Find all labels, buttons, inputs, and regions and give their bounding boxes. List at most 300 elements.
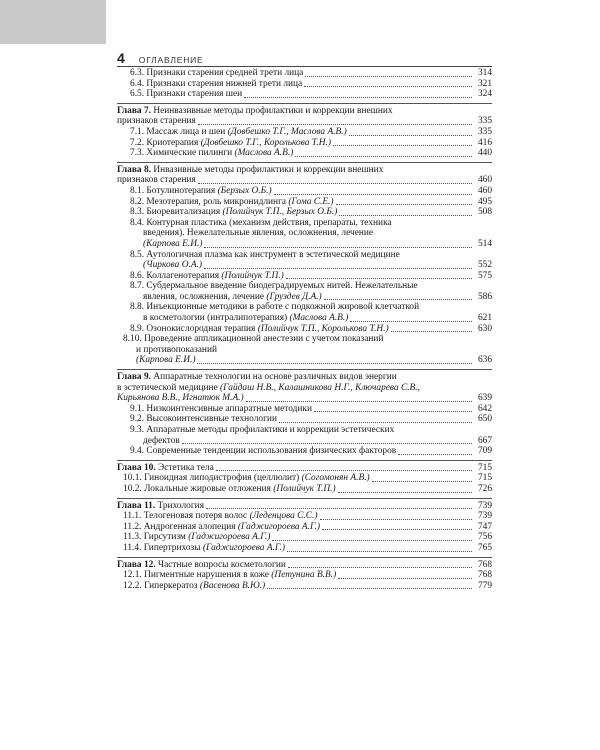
section-heading [130,79,302,90]
section-title: Признаки старения нижней трети лица [146,78,303,89]
chapter-title-line2: в эстетической медицине [117,382,218,393]
chapter-rule [117,557,492,558]
section-number: 7.1. [130,126,145,137]
toc-line [117,239,492,250]
leader-dots [391,331,472,332]
section-title: Мезотерапия, роль микронидлинга [146,196,287,207]
page-ref: 324 [477,89,492,100]
section-title: Аппаратные методы профилактики и коррекции эстетических [146,425,395,435]
toc-section [117,302,492,323]
header-rule [117,66,492,67]
page-ref: 621 [477,313,492,324]
toc-line [117,175,492,186]
toc-section [117,446,492,457]
chapter-rule [117,162,492,163]
toc-line [117,138,492,149]
chapter-title: Трихология [157,500,205,511]
leader-dots [314,411,472,412]
section-title: Телогеновая потеря волос [143,511,248,522]
author-names: (Гаджигороева А.Г.) [237,521,321,532]
author-names: (Чиркова О.А.) [143,260,203,271]
page-ref: 739 [477,511,492,522]
toc-line [117,473,492,484]
section-title-line2: явления, осложнения, лечение [143,291,265,302]
leader-dots [244,97,472,98]
section-heading [130,281,418,291]
section-heading [123,581,265,592]
author-names: (Гаджигороева А.Г.) [188,532,271,543]
section-number: 8.10. [123,334,142,345]
author-names: (Согомонян А.В.) [301,473,370,484]
section-number: 8.3. [130,207,145,218]
toc-line [117,218,492,229]
section-title-line2: дефектов [143,435,180,446]
author-names: (Берзых О.Б.) [217,185,272,196]
page-ref: 335 [477,126,492,137]
section-title: Ботулинотерапия [146,185,216,196]
section-title: Озонокислородная терапия [146,323,256,334]
chapter-label: Глава 9. [117,372,151,383]
page-ref: 335 [477,116,492,127]
section-heading [130,186,272,197]
toc-line [117,228,492,239]
section-number: 8.1. [130,185,145,196]
toc-line [117,511,492,522]
leader-dots [286,278,472,279]
section-title: Контурная пластика (механизм действия, препараты, техника [146,217,392,228]
toc-section [117,218,492,250]
section-number: 10.2. [123,483,142,494]
chapter-heading [117,372,397,382]
toc-section [117,581,492,592]
toc-section [117,281,492,302]
chapter-title-cont [117,175,196,186]
section-heading [130,207,337,218]
leader-dots [287,551,472,552]
leader-dots [339,215,472,216]
page-ref: 715 [477,462,492,473]
running-header [117,50,204,66]
page-ref: 639 [477,393,492,404]
author-names: (Карпова Е.И.) [143,238,203,249]
toc-line [117,446,492,457]
page-ref: 495 [477,196,492,207]
section-heading [123,570,336,581]
author-names: (Васенова В.Ю.) [199,580,266,591]
section-number: 9.1. [130,403,145,414]
toc-section [117,324,492,335]
page-ref: 586 [477,291,492,302]
section-number: 8.7. [130,281,145,292]
chapter-heading [117,501,204,512]
section-heading [130,271,284,282]
page-ref: 739 [477,500,492,511]
page-ref: 321 [477,78,492,89]
chapter-heading [117,165,383,175]
toc-section [117,250,492,271]
chapter-label: Глава 10. [117,462,156,473]
toc-line [117,436,492,447]
leader-dots [182,443,472,444]
header-title: ОГЛАВЛЕНИЕ [138,55,204,65]
toc-line [117,425,492,436]
chapter-label: Глава 7. [117,105,151,116]
chapter-label: Глава 11. [117,500,156,511]
leader-dots [288,567,472,568]
toc-section [117,334,492,366]
chapter-rule [117,103,492,104]
leader-dots [338,492,472,493]
page-ref: 575 [477,270,492,281]
toc-section [117,404,492,415]
page-ref: 440 [477,148,492,159]
chapter-title: Неинвазивные методы профилактики и коррекции внешних [153,105,393,116]
section-title: Коллагенотерапия [146,270,220,281]
page-ref: 636 [477,355,492,366]
section-heading [130,127,347,138]
chapter-label: Глава 8. [117,164,151,175]
table-of-contents [117,68,492,591]
section-title: Аутологичная плазма как инструмент в эстетической медицине [146,249,400,260]
section-title: Андрогенная алопеция [143,521,236,532]
section-title: Химические пилинги [146,148,233,159]
section-title: Гирсутизм [143,532,186,543]
chapter-title: Эстетика тела [158,462,214,473]
page-ref: 768 [477,559,492,570]
section-number: 9.3. [130,425,145,435]
toc-section [117,570,492,581]
page-ref: 650 [477,414,492,425]
section-number: 6.3. [130,68,145,78]
section-title-cont [143,313,348,324]
leader-dots [267,588,472,589]
toc-line [117,522,492,533]
toc-section [117,271,492,282]
leader-dots [372,481,472,482]
page-ref: 765 [477,542,492,553]
toc-line [117,570,492,581]
section-title-cont [143,436,180,447]
page-ref: 314 [477,68,492,78]
leader-dots [272,540,472,541]
chapter-title-cont [117,383,420,393]
section-heading [130,148,293,159]
section-heading [123,484,336,495]
leader-dots [305,76,472,77]
page-ref: 642 [477,403,492,414]
leader-dots [204,247,472,248]
section-title: Гипертрихозы [143,542,201,553]
toc-line [117,560,492,571]
chapter-title-line2: признаков старения [117,116,196,127]
page-ref: 715 [477,473,492,484]
toc-line [117,127,492,138]
section-title: Массаж лица и шеи [146,126,226,137]
page-ref: 552 [477,260,492,271]
chapter-heading [117,106,393,116]
toc-line [117,345,492,356]
section-heading [123,511,318,522]
author-names: Кирьянова В.В., Игнатюк М.А.) [117,393,244,404]
leader-dots [279,422,472,423]
section-number: 7.2. [130,137,145,148]
toc-section [117,511,492,522]
author-names: (Гайдаш Н.В., Калашникова Н.Г., Ключарева С.В., [220,382,420,393]
toc-section [117,79,492,90]
leader-dots [216,470,472,471]
chapter-rule [117,369,492,370]
toc-line [117,165,492,176]
section-number: 6.5. [130,89,145,100]
side-band-decoration [0,0,106,44]
toc-line [117,106,492,117]
toc-section [117,68,492,79]
page-ref: 779 [477,580,492,591]
section-title-cont [143,292,322,303]
section-number: 8.2. [130,196,145,207]
leader-dots [204,268,472,269]
author-names: (Гома С.Е.) [288,196,334,207]
leader-dots [304,86,472,87]
section-heading [130,324,389,335]
leader-dots [349,135,472,136]
author-names: (Полийчук Т.П.) [273,483,336,494]
section-title: Признаки старения средней трети лица [146,68,304,78]
section-number: 10.1. [123,473,142,484]
leader-dots [198,183,472,184]
leader-dots [274,194,472,195]
toc-line [117,250,492,261]
author-names: (Маслова А.В.) [234,148,294,159]
section-number: 8.9. [130,323,145,334]
section-number: 12.1. [123,570,142,581]
toc-line [117,334,492,345]
toc-line [117,68,492,79]
toc-section [117,207,492,218]
page-ref: 514 [477,238,492,249]
section-heading [130,425,394,435]
toc-section [117,148,492,159]
toc-line [117,292,492,303]
toc-line [117,260,492,271]
toc-line [117,324,492,335]
section-heading [130,218,392,228]
leader-dots [398,454,472,455]
toc-line [117,393,492,404]
section-number: 12.2. [123,580,142,591]
toc-line [117,532,492,543]
section-heading [123,532,270,543]
page-ref: 747 [477,521,492,532]
toc-line [117,313,492,324]
section-title: Гиноидная липодистрофия (целлюлит) [144,473,300,484]
toc-line [117,271,492,282]
toc-section [117,138,492,149]
leader-dots [322,529,472,530]
toc-chapter [117,560,492,571]
toc-chapter [117,106,492,127]
page-ref: 460 [477,175,492,186]
page-ref: 460 [477,185,492,196]
section-title-line2: введения). Нежелательные явления, осложнения, лечение [143,228,374,239]
section-number: 8.5. [130,249,145,260]
toc-line [117,383,492,394]
section-number: 7.3. [130,148,145,159]
toc-section [117,425,492,446]
toc-section [117,522,492,533]
section-number: 8.6. [130,270,145,281]
toc-section [117,473,492,484]
section-number: 9.4. [130,446,145,457]
section-title-line2: и противопоказаний [136,344,217,355]
page-ref: 768 [477,570,492,581]
leader-dots [246,401,472,402]
leader-dots [324,299,472,300]
section-number: 11.2. [123,521,142,532]
section-title: Низкоинтенсивные аппаратные методики [146,403,312,414]
page-ref: 756 [477,532,492,543]
toc-line [117,463,492,474]
page-ref: 667 [477,435,492,446]
section-title: Современные тенденции использования физических факторов [146,446,397,457]
leader-dots [333,145,472,146]
author-names: (Довбешко Т.Г., Королькова Т.Н.) [200,137,331,148]
author-names: (Петунина В.В.) [271,570,337,581]
author-names: (Довбешко Т.Г., Маслова А.В.) [227,126,347,137]
toc-line [117,79,492,90]
toc-section [117,414,492,425]
section-heading [123,522,320,533]
toc-section [117,186,492,197]
chapter-heading [117,463,214,474]
page-ref: 416 [477,137,492,148]
author-names: (Полийчук Т.П., Берзых О.Б.) [222,207,338,218]
section-number: 9.2. [130,414,145,425]
chapter-title-line2: признаков старения [117,175,196,186]
toc-line [117,501,492,512]
toc-line [117,302,492,313]
author-names: (Полийчук Т.П.) [221,270,284,281]
toc-chapter [117,501,492,512]
toc-chapter [117,372,492,404]
section-heading [123,473,370,484]
section-title: Признаки старения шеи [146,89,243,100]
section-title-cont [143,228,373,238]
page-ref: 726 [477,483,492,494]
toc-line [117,116,492,127]
toc-line [117,543,492,554]
section-heading [123,334,383,344]
toc-section [117,543,492,554]
section-heading [130,89,242,100]
page-number: 4 [117,50,125,66]
toc-line [117,414,492,425]
section-title: Пигментные нарушения в коже [144,570,269,581]
section-number: 11.3. [123,532,142,543]
section-title-cont [136,345,217,355]
toc-line [117,197,492,208]
toc-chapter [117,463,492,474]
section-heading [130,138,331,149]
author-names: (Маслова А.В.) [289,313,349,324]
section-heading [123,543,285,554]
page-ref: 630 [477,323,492,334]
author-names: (Леденцова С.С.) [249,511,318,522]
toc-section [117,89,492,100]
section-number: 8.4. [130,217,145,228]
leader-dots [320,519,473,520]
author-names: (Груздев Д.А.) [266,291,322,302]
toc-line [117,484,492,495]
toc-line [117,89,492,100]
section-number: 11.1. [123,511,142,522]
section-number: 8.8. [130,302,145,313]
section-title: Инъекционные методики в работе с подкожной жировой клетчаткой [146,302,420,313]
toc-chapter [117,165,492,186]
section-heading [130,197,334,208]
section-number: 11.4. [123,542,142,553]
leader-dots [197,363,472,364]
toc-line [117,372,492,383]
section-title: Высокоинтенсивные технологии [146,414,277,425]
leader-dots [295,156,472,157]
author-names: (Полийчук Т.П., Королькова Т.Н.) [257,323,389,334]
toc-line [117,207,492,218]
toc-section [117,484,492,495]
chapter-title-cont [117,116,196,127]
toc-section [117,197,492,208]
chapter-title: Частные вопросы косметологии [158,559,286,570]
chapter-title: Аппаратные технологии на основе различных видов энергии [153,372,397,383]
page-ref: 709 [477,446,492,457]
chapter-label: Глава 12. [117,559,156,570]
section-title: Биоревитализация [146,207,221,218]
section-number: 6.4. [130,78,145,89]
author-names: (Карпова Е.И.) [136,355,196,366]
chapter-rule [117,460,492,461]
section-heading [130,414,277,425]
section-title: Локальные жировые отложения [144,483,271,494]
leader-dots [350,321,472,322]
section-title: Криотерапия [146,137,199,148]
section-title: Гиперкератоз [144,580,198,591]
leader-dots [338,578,472,579]
toc-line [117,281,492,292]
leader-dots [336,204,472,205]
toc-section [117,532,492,543]
toc-line [117,148,492,159]
section-title: Проведение аппликационной анестезии с учетом показаний [144,334,384,345]
toc-section [117,127,492,138]
page-ref: 508 [477,207,492,218]
toc-line [117,355,492,366]
section-title: Субдермальное введение биодеградируемых нитей. Нежелательные [146,281,418,292]
section-heading [130,446,396,457]
section-heading [130,404,312,415]
section-heading [130,302,419,312]
leader-dots [206,508,472,509]
chapter-rule [117,498,492,499]
author-names: (Гаджигороева А.Г.) [202,542,285,553]
leader-dots [198,124,472,125]
section-title-line2: в косметологии (интралипотерапия) [143,313,288,324]
section-heading [130,250,400,260]
chapter-title: Инвазивные методы профилактики и коррекции внешних [153,164,384,175]
chapter-heading [117,560,286,571]
toc-line [117,581,492,592]
toc-line [117,404,492,415]
toc-line [117,186,492,197]
